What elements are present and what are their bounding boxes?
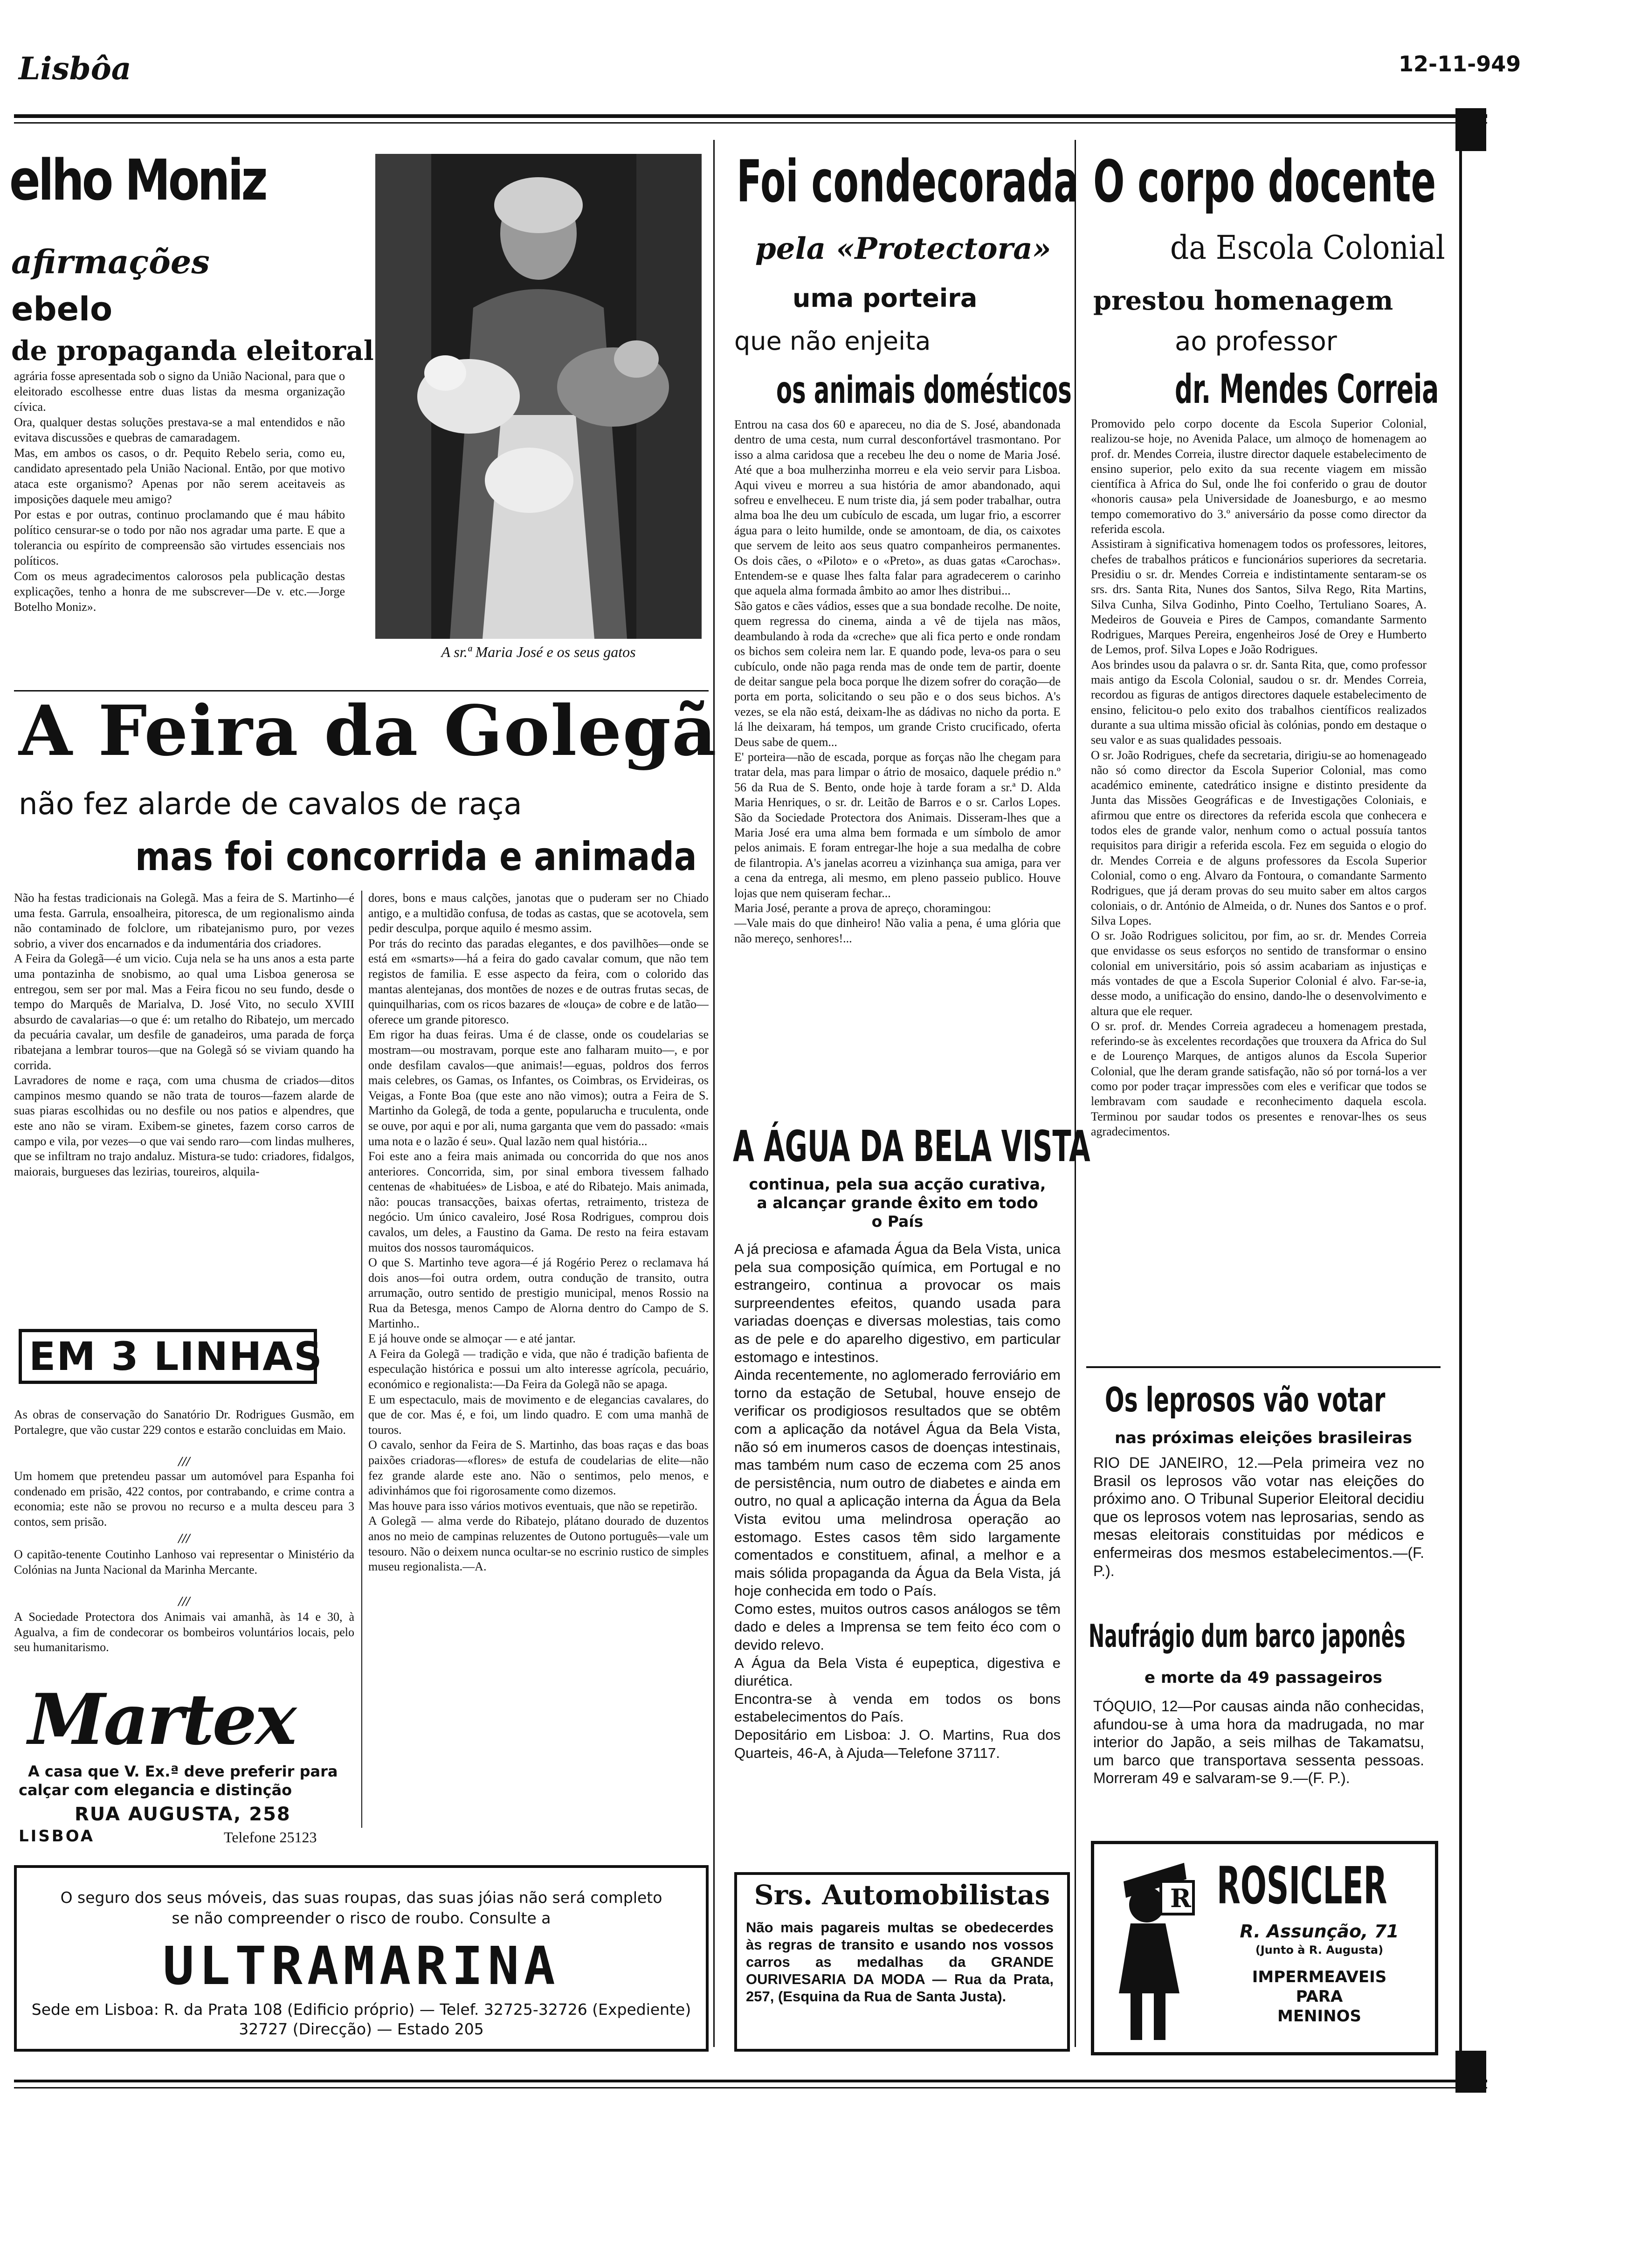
- ultramarina-line-2: se não compreender o risco de roubo. Consulte a: [172, 1909, 551, 1927]
- martex-line-1: A casa que V. Ex.ª deve preferir para: [28, 1763, 338, 1780]
- agua-title: A ÁGUA DA BELA VISTA: [733, 1121, 1090, 1171]
- em3linhas-item-3: O capitão-tenente Coutinho Lanhoso vai representar o Ministério da Colónias na Junta Nacional da Marinha Mercante.: [14, 1548, 354, 1577]
- protectora-subtitle-1: pela «Protectora»: [755, 231, 1051, 266]
- moniz-subtitle-1: afirmações: [11, 242, 210, 281]
- martex-line-2: calçar com elegancia e distinção: [19, 1781, 292, 1799]
- rosicler-address-2: (Junto à R. Augusta): [1255, 1943, 1384, 1957]
- rosicler-name: ROSICLER: [1217, 1856, 1387, 1915]
- protectora-title: Foi condecorada: [737, 148, 1079, 215]
- moniz-title: elho Moniz: [9, 148, 266, 213]
- naufragio-subtitle: e morte da 49 passageiros: [1145, 1668, 1382, 1687]
- docente-title: O corpo docente: [1093, 148, 1436, 215]
- page-marker-bottom: [1455, 2051, 1486, 2093]
- leprosos-body: RIO DE JANEIRO, 12.—Pela primeira vez no Brasil os leprosos vão votar nas eleições do próximo ano. O Tribunal Superior Eleitoral decidiu que os leprosos votem nas leprosarias, sendo as mesas eleitorais constituidas por médicos e enfermeiras dos mesmos estabelecimentos.—(F. P.).: [1093, 1454, 1424, 1579]
- ultramarina-name: ULTRAMARINA: [163, 1936, 560, 1997]
- rosicler-address: R. Assunção, 71: [1240, 1921, 1399, 1942]
- agua-subtitle-2: a alcançar grande êxito em todo: [757, 1194, 1038, 1212]
- masthead-section: Lisbôa: [19, 50, 131, 87]
- docente-body: Promovido pelo corpo docente da Escola Superior Colonial, realizou-se hoje, no Avenida Palace, um almoço de homenagem ao prof. dr. Mendes Correia, ilustre director daquele estabelecimento de ensino superior, pelo exito da sua recente viagem em missão científica à Africa do Sul, onde lhe foi conferido o grau de doutor «honoris causa» pela Universidade de Joanesburgo, e ao mesmo tempo comemorativo do 3.º aniversário da posse como director da referida escola. Assistiram à significativa homenagem todos os professores, leitores, chefes de trabalhos práticos e funcionários superiores da secretaria. Presidiu o sr. dr. Mendes Correia e indistintamente sentaram-se os srs. drs. Santa Rita, Nunes dos Santos, Silva Rego, Rita Martins, Silva Cunha, Silva Godinho, Pinto Coelho, Tertuliano Soares, A. Medeiros de Gouveia e Pires de Campos, comandante Sarmento Rodrigues, Marques Pereira, engenheiros José de Orey e Humberto de Lemos, prof. Silva Lopes e João Rodrigues. Aos brindes usou da palavra o sr. dr. Santa Rita, que, como professor mais antigo da Escola Colonial, saudou o sr. dr. Mendes Correia, recordou as figuras de antigos directores daquele estabelecimento de ensino, felicitou-o pelo exito dos trabalhos científicos realizados durante a sua ultima missão oficial às colónias, pondo em destaque o seu valor e as suas qualidades pessoais. O sr. João Rodrigues, chefe da secretaria, dirigiu-se ao homenageado não só como director da Escola Superior Colonial, mas como académico eminente, catedrático insigne e distinto presidente da Junta das Missões Geográficas e de Investigações Coloniais, e afirmou que entre os directores da referida escola que conhecera e todos eles de grande valor, nenhum como o actual possuía tantos requisitos para dirigir a referida escola. Fez em seguida o elogio do dr. Mendes Correia e de alguns professores da Escola Superior Colonial, como o eng. Alvaro da Fontoura, o comandante Sarmento Rodrigues, que já deram provas do seu muito saber em altos cargos coloniais, o dr. António de Almeida, o dr. Nunes dos Santos e o prof. Silva Lopes. O sr. João Rodrigues solicitou, por fim, ao sr. dr. Mendes Correia que envidasse os seus esforços no sentido de transformar o ensino colonial em universitário, pois só assim acabariam as injustiças e más vontades de que a Escola Superior Colonial é alvo. Far-se-ia, desse modo, a unificação do ensino, dando-lhe o desenvolvimento e altura que ele requer. O sr. prof. dr. Mendes Correia agradeceu a homenagem prestada, referindo-se às excelentes recordações que trouxera da Africa do Sul e de Lourenço Marques, de antigos alunos da Escola Superior Colonial, que lhe deram grande satisfação, não só por torná-los a ver como por poder traçar impressões com eles e verificar que todos se lembravam com saudade e reconhecimento daquela escola. Terminou por saudar todos os presentes e renovar-lhes os seus agradecimentos.: [1091, 417, 1427, 1138]
- docente-subtitle-3: ao professor: [1175, 326, 1337, 357]
- em3linhas-sep-3: ///: [178, 1594, 190, 1609]
- automobilistas-body: Não mais pagareis multas se obedecerdes às regras de transito e usando nos vossos carros as medalhas da GRANDE OURIVESARIA DA MODA — Rua da Prata, 257, (Esquina da Rua de Santa Justa).: [746, 1919, 1054, 2005]
- masthead-date: 12-11-949: [1399, 51, 1521, 76]
- right-border-rule: [1459, 149, 1462, 2061]
- moniz-subtitle-3: de propaganda eleitoral: [11, 335, 374, 366]
- rosicler-emblem: R: [1170, 1883, 1191, 1913]
- agua-body: A já preciosa e afamada Água da Bela Vista, unica pela sua composição química, em Portugal e no estrangeiro, continua a provocar os mais surpreendentes efeitos, quando usada para variadas doenças e diversas molestias, tais como as de pele e do aparelho digestivo, em particular estomago e intestinos. Ainda recentemente, no aglomerado ferroviário em torno da estação de Setubal, houve ensejo de verificar os prodigiosos resultados que se obtêm com a aplicação da notável Água da Bela Vista, não só em inumeros casos de doenças intestinais, mas também num caso de eczema com 25 anos de persistência, num outro de diabetes e ainda em outro, no qual a aplicação interna da Água da Bela Vista evitou uma melindrosa operação ao estomago. Estes casos têm sido largamente comentados e constituem, afinal, a melhor e a mais sólida propaganda da Água da Bela Vista, já hoje conhecida em todo o País. Como estes, muitos outros casos análogos se têm dado e deles a Imprensa se tem feito éco com o devido relevo. A Água da Bela Vista é eupeptica, digestiva e diurética. Encontra-se à venda em todos os bons estabelecimentos do País. Depositário em Lisboa: J. O. Martins, Rua dos Quarteis, 46-A, à Ajuda—Telefone 37117.: [734, 1241, 1061, 1761]
- golega-subtitle-2: mas foi concorrida e animada: [135, 834, 697, 879]
- golega-col-2: dores, bons e maus calções, janotas que o puderam ser no Chiado antigo, e a multidão confusa, de todas as castas, que se acotovela, sem pedir desculpa, porque aquilo é mesmo assim. Por trás do recinto das paradas elegantes, e dos pavilhões—onde se está em «smarts»—há a feira do gado cavalar comum, que não tem registos de familia. E esse aspecto da feira, com o colorido das mantas alentejanas, dos montões de nozes e de outras frutas secas, de quinquilharias, com os ricos bazares de «louça» de cobre e de latão—oferece um grande pitoresco. Em rigor ha duas feiras. Uma é de classe, onde os coudelarias se mostram—ou mostravam, porque este ano falharam muito—, e por onde desfilam cavalos—que animais!—eguas, poldros dos ferros mais celebres, os Gamas, os Infantes, os Coimbras, os Ervideiras, os Veigas, a Fonte Boa (que este ano não vimos); outra a Feira de S. Martinho da Golegã, de toda a gente, popularucha e truculenta, onde se ouve, por aqui e por ali, numa garganta que vem do passado: «mais uma nota e o lazão é seu». Qual lazão nem qual história... Foi este ano a feira mais animada ou concorrida do que nos anos anteriores. Concorrida, sim, por sinal embora tivessem falhado centenas de «habituées» de Lisboa, e até do Ribatejo. Mais animada, não: poucas transacções, baixas ofertas, retraimento, tristeza de negócio. Um único cavaleiro, José Rosa Rodrigues, comprou dois cavalos, um deles, a Faustino da Gama. De resto na feira estavam muitos dos nossos tauromáquicos. O que S. Martinho teve agora—é já Rogério Perez o reclamava há dois anos—foi outra ordem, outra condução de transito, outra arrumação, outro sentido de prestigio municipal, menos Rossio na Rua da Betesga, menos Campo de Alorna dentro do Campo de S. Martinho.. E já houve onde se almoçar — e até jantar. A Feira da Golegã — tradição e vida, que não é tradição bafienta de especulação histórica e possui um alto interesse agrícola, pecuário, económico e regionalista:—Da Feira da Golegã não se apaga. E um espectaculo, mais de movimento e de elegancias cavalares, do que de cor. Mas é, e foi, um lindo quadro. E com uma manhã de touros. O cavalo, senhor da Feira de S. Martinho, das boas raças e das boas paixões criadoras—«flores» de estufa de coudelarias de elite—não fez grande alarde este ano. Não o sentimos, pelo menos, e adivinhámos que foi rigorosamente como dizemos. Mas houve para isso vários motivos eventuais, que não se repetirão. A Golegã — alma verde do Ribatejo, plátano dourado de duzentos anos no meio de campinas reluzentes de Outono português—vale um tesouro. Não o deixem nunca ocultar-se no escrinio rustico de simples museu regionalista.—A.: [368, 891, 709, 1574]
- ultramarina-line-3: Sede em Lisboa: R. da Prata 108 (Edificio próprio) — Telef. 32725-32726 (Expediente): [31, 2000, 691, 2019]
- masthead-rule: [14, 114, 1487, 118]
- bottom-rule: [14, 2080, 1487, 2082]
- agua-subtitle-1: continua, pela sua acção curativa,: [749, 1175, 1046, 1193]
- leprosos-top-rule: [1086, 1366, 1441, 1368]
- docente-subtitle-2: prestou homenagem: [1093, 285, 1393, 316]
- col-rule-left: [713, 140, 715, 2047]
- em3linhas-item-4: A Sociedade Protectora dos Animais vai amanhã, às 14 e 30, à Agualva, a fim de condecorar os bombeiros voluntários locais, pelo seu humanitarismo.: [14, 1610, 354, 1654]
- moniz-subtitle-2: ebelo: [11, 290, 113, 328]
- photo-caption: A sr.ª Maria José e os seus gatos: [441, 643, 636, 660]
- golega-title: A Feira da Golegã: [19, 690, 717, 771]
- moniz-body: agrária fosse apresentada sob o signo da União Nacional, para que o eleitorado escolhesse entre duas listas da mesma organização cívica. Ora, qualquer destas soluções prestava-se a mal entendidos e não evitava discussões e quebras de camaradagem. Mas, em ambos os casos, o dr. Pequito Rebelo seria, como eu, candidato apresentado pela União Nacional. Então, por que motivo ataca este organismo? Apenas por não serem aceitaveis as imposições daquele meu amigo? Por estas e por outras, continuo proclamando que é mau hábito político censurar-se o todo por não nos agradar uma parte. E que a tolerancia ou espírito de compreensão são virtudes essenciais nos políticos. Com os meus agradecimentos calorosos pela publicação destas explicações, tenho a honra de me subscrever—De v. etc.—Jorge Botelho Moniz».: [14, 369, 345, 614]
- ultramarina-line-1: O seguro dos seus móveis, das suas roupas, das suas jóias não será completo: [60, 1888, 662, 1907]
- em3linhas-sep-2: ///: [178, 1531, 190, 1546]
- leprosos-title: Os leprosos vão votar: [1105, 1380, 1386, 1419]
- bottom-rule-thin: [14, 2087, 1487, 2088]
- docente-subtitle-1: da Escola Colonial: [1170, 228, 1445, 267]
- martex-logo: Martex: [28, 1679, 295, 1761]
- automobilistas-title: Srs. Automobilistas: [754, 1879, 1050, 1911]
- ultramarina-line-4: 32727 (Direcção) — Estado 205: [239, 2020, 484, 2038]
- naufragio-body: TÓQUIO, 12—Por causas ainda não conhecidas, afundou-se à uma hora da madrugada, no mar interior do Japão, a seis milhas de Takamatsu, um barco que transportava sessenta pessoas. Morreram 49 e salvaram-se 9.—(F. P.).: [1093, 1698, 1424, 1787]
- protectora-subtitle-3: que não enjeita: [734, 326, 931, 356]
- em3linhas-item-1: As obras de conservação do Sanatório Dr. Rodrigues Gusmão, em Portalegre, que vão custar 229 contos e estarão concluidas em Maio.: [14, 1408, 354, 1437]
- rosicler-figure: [1105, 1853, 1207, 2045]
- col-rule-right: [1075, 140, 1076, 2047]
- golega-col-1: Não ha festas tradicionais na Golegã. Mas a feira de S. Martinho—é uma festa. Garrula, ensoalheira, pitoresca, de um regionalismo ainda não contaminado de folclore, um ribatejanismo puro, por vezes sobrio, a viver dos encarnados e da indumentária dos criadores. A Feira da Golegã—é um vicio. Cuja nela se ha uns anos a esta parte uma pontazinha de snobismo, ao qual uma Lisboa generosa se entregou, sem ser por mal. Mas a Feira ficou no seu fundo, desde o tempo do Marquês de Marialva, D. José Vito, no seculo XVIII absurdo de cavalarias—o que é: um retalho do Ribatejo, um mercado da pecuária cavalar, um desfile de ganadeiros, uma parada de força ribatejana a lembrar touros—que na Golegã só se viviam quando ha corrida. Lavradores de nome e raça, com uma chusma de criados—ditos campinos mesmo quando se não trata de touros—fazem alarde de suas piaras escolhidas ou no desfile ou nos patios e alpendres, que este ano não se viram. Exibem-se ginetes, fazem corso carros de campo e vila, por vezes—o que vai sendo raro—com lindas mulheres, que se infiltram no trajo andaluz. Mistura-se tudo: criadores, fidalgos, maiorais, burgueses das lezirias, toureiros, alquila-: [14, 891, 354, 1178]
- protectora-subtitle-2: uma porteira: [793, 284, 978, 313]
- docente-subtitle-4: dr. Mendes Correia: [1175, 366, 1439, 413]
- martex-phone: Telefone 25123: [224, 1829, 317, 1846]
- rosicler-tag-2: PARA: [1296, 1987, 1343, 2006]
- page-marker-top: [1455, 108, 1486, 151]
- em3linhas-title: EM 3 LINHAS: [29, 1334, 323, 1379]
- maria-jose-photo: [375, 154, 702, 639]
- masthead-rule-thin: [14, 122, 1487, 124]
- protectora-body: Entrou na casa dos 60 e apareceu, no dia de S. José, abandonada dentro de uma cesta, num curral desconfortável trasmontano. Por isso a alma caridosa que a recebeu lhe deu o nome de Maria José. Até que a boa mulherzinha morreu e ela veio servir para Lisboa. Aqui viveu e morreu a sua história de amor abandonado, aqui sofreu e envelheceu. E num triste dia, já sem poder trabalhar, outra alma boa lhe deu um cubículo de escada, um lugar frio, a escorrer água para o leito humilde, onde se amontoam, de dia, os caixotes que servem de leito aos seus quatro companheiros permanentes. Os dois cães, o «Piloto» e o «Preto», as duas gatas «Carochas». Entendem-se e quase lhes falta falar para agradecerem o carinho que aquela alma formada âmbito ao amor lhes distribui... São gatos e cães vádios, esses que a sua bondade recolhe. De noite, quem regressa do cinema, ainda a vê de tijela nas mãos, deambulando à roda da «creche» que ali fica perto e onde rondam os bichos sem coleira nem lar. E quando pode, leva-os para o seu cubículo, onde não paga renda mas de onde tem de partir, doente de deitar sangue pela boca porque lhe dizem sofrer do coração—de porta em porta, solicitando o seu pão e o dos seus bichos. A's vezes, se ela não está, deixam-lhe as dádivas no nicho da porta. E lá lhe deixaram, há tempos, um grande Cristo crucificado, oferta Deus sabe de quem... E' porteira—não de escada, porque as forças não lhe chegam para tratar dela, mas para limpar o átrio de mosaico, daquele prédio n.º 56 da Rua de S. Bento, onde hoje à tarde foram a sr.ª D. Alda Maria Henriques, o sr. dr. Leitão de Barros e o sr. Carlos Lopes. São da Sociedade Protectora dos Animais. Disseram-lhes que a Maria José era uma alma bem formada e um símbolo de amor pelos animais. E foram entregar-lhe hoje a sua medalha de cobre de filantropia. A's janelas acorreu a vizinhança sua amiga, para ver a cena da entrega, ali mesmo, em pleno passeio publico. Houve lojas que nem quiseram fechar... Maria José, perante a prova de apreço, choramingou: —Vale mais do que dinheiro! Não valia a pena, é uma glória que não mereço, senhores!...: [734, 418, 1061, 945]
- em3linhas-item-2: Um homem que pretendeu passar um automóvel para Espanha foi condenado em prisão, 422 contos, por contrabando, e crime contra a economia; este não se provou no recurso e a multa desceu para 3 contos, sem prisão.: [14, 1469, 354, 1528]
- em3linhas-sep-1: ///: [178, 1454, 190, 1469]
- martex-address: RUA AUGUSTA, 258: [75, 1804, 291, 1825]
- martex-city: LISBOA: [19, 1827, 95, 1846]
- rosicler-tag-1: IMPERMEAVEIS: [1252, 1968, 1387, 1986]
- agua-subtitle-3: o País: [871, 1212, 924, 1231]
- rosicler-tag-3: MENINOS: [1277, 2007, 1361, 2026]
- golega-col-rule: [361, 891, 362, 1828]
- photo-illustration: [375, 154, 702, 639]
- leprosos-subtitle: nas próximas eleições brasileiras: [1114, 1429, 1413, 1447]
- naufragio-title: Naufrágio dum barco japonês: [1089, 1618, 1406, 1655]
- protectora-subtitle-4: os animais domésticos: [776, 368, 1072, 412]
- umbrella-figure-icon: [1105, 1853, 1207, 2045]
- golega-subtitle-1: não fez alarde de cavalos de raça: [19, 787, 522, 822]
